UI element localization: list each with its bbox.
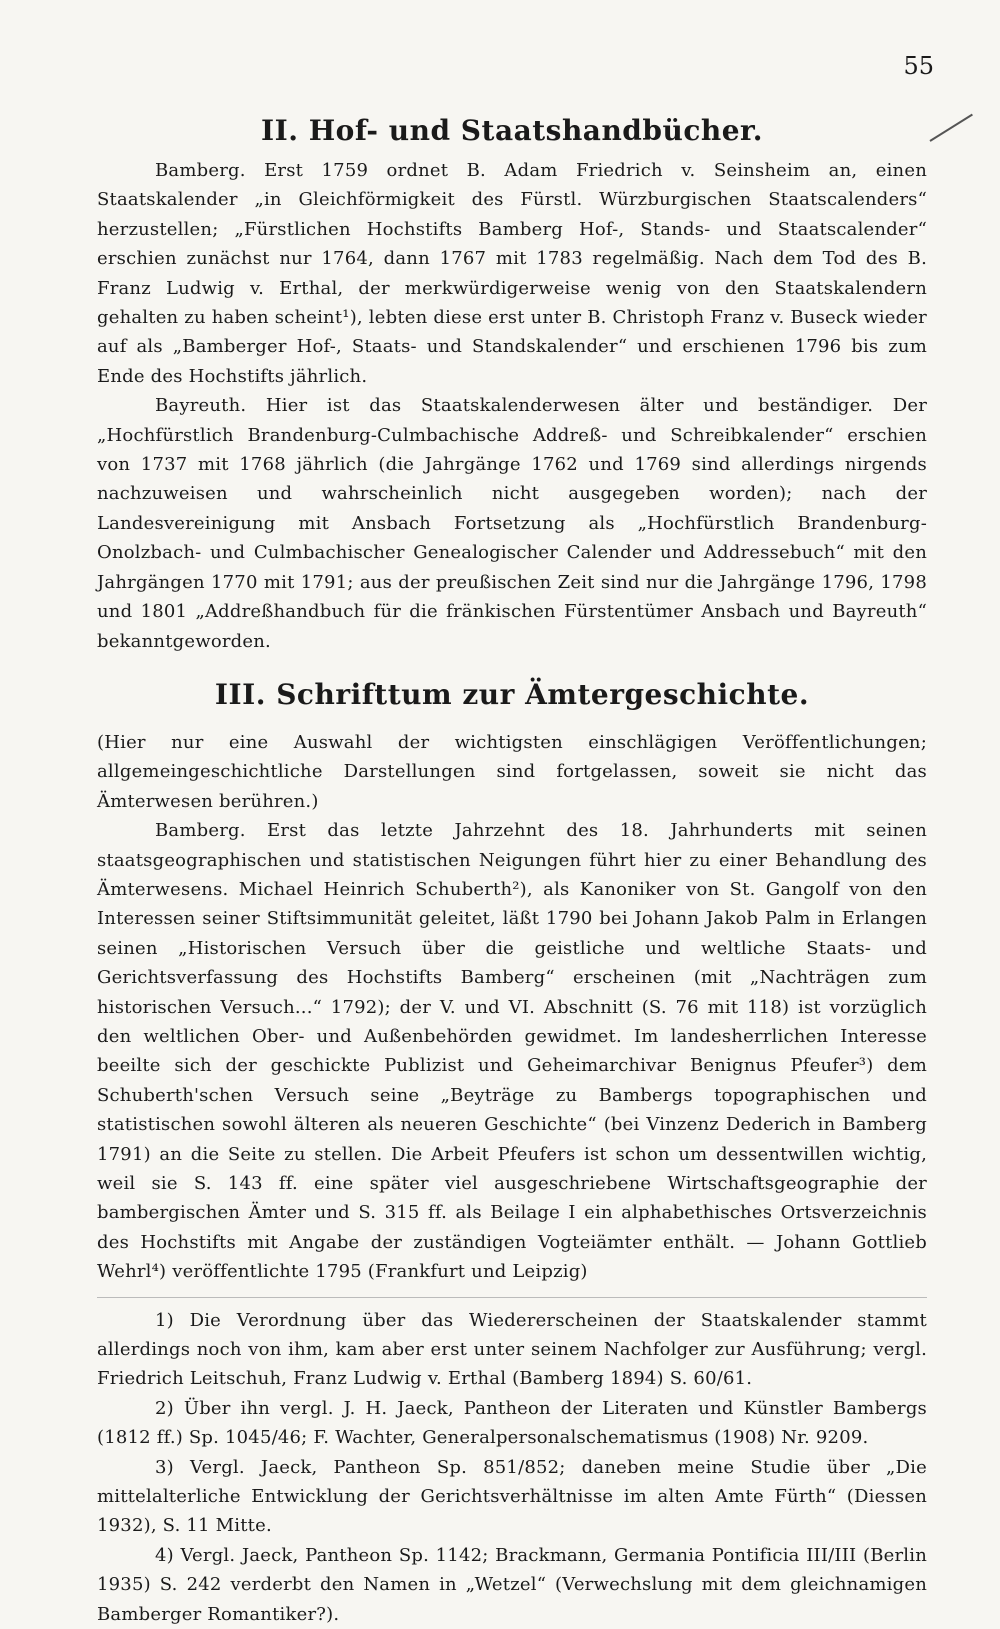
- section-note: (Hier nur eine Auswahl der wichtigsten einschlägigen Veröffentlichungen; allgemeingeschichtliche Darstellungen sind fortgelassen, soweit sie nicht das Ämterwesen berühren.): [97, 731, 927, 812]
- footnote-1: 1) Die Verordnung über das Wiedererscheinen der Staatskalender stammt allerdings noch von ihm, kam aber erst unter seinem Nachfolger zur Ausführung; vergl. Friedrich Leitschuh, Franz Ludwig v. Erthal (Bamberg 1894) S. 60/61.: [97, 1309, 927, 1390]
- page-content: [97, 112, 927, 1629]
- paragraph-bamberg-schrifttum: Bamberg. Erst das letzte Jahrzehnt des 18. Jahrhunderts mit seinen staatsgeographischen und statistischen Neigungen führt hier zu einer Behandlung des Ämterwesens. Michael Heinrich Schuberth²), als Kanoniker von St. Gangolf von den Interessen seiner Stiftsimmunität geleitet, läßt 1790 bei Johann Jakob Palm in Erlangen seinen „Historischen Versuch über die geistliche und weltliche Staats- und Gerichtsverfassung des Hochstifts Bamberg“ erscheinen (mit „Nachträgen zum historischen Versuch...“ 1792); der V. und VI. Abschnitt (S. 76 mit 118) ist vorzüglich den weltlichen Ober- und Außenbehörden gewidmet. Im landesherrlichen Interesse beeilte sich der geschickte Publizist und Geheimarchivar Benignus Pfeufer³) dem Schuberth'schen Versuch seine „Beyträge zu Bambergs topographischen und statistischen sowohl älteren als neueren Geschichte“ (bei Vinzenz Dederich in Bamberg 1791) an die Seite zu stellen. Die Arbeit Pfeufers ist schon um dessentwillen wichtig, weil sie S. 143 ff. eine später viel ausgeschriebene Wirtschaftsgeographie der bambergischen Ämter und S. 315 ff. als Beilage I ein alphabethisches Ortsverzeichnis des Hochstifts mit Angabe der zuständigen Vogteiämter enthält. — Johann Gottlieb Wehrl⁴) veröffentlichte 1795 (Frankfurt und Leipzig): [97, 820, 927, 1283]
- footnote-4: 4) Vergl. Jaeck, Pantheon Sp. 1142; Brackmann, Germania Pontificia III/III (Berlin 1935) S. 242 verderbt den Namen in „Wetzel“ (Verwechslung mit dem gleichnamigen Bamberger Romantiker?).: [97, 1544, 927, 1625]
- page-number: 55: [903, 52, 934, 80]
- section-heading-hof-und-staatshandbuecher: II. Hof- und Staatshandbücher.: [261, 114, 763, 147]
- footnote-3: 3) Vergl. Jaeck, Pantheon Sp. 851/852; daneben meine Studie über „Die mittelalterliche Entwicklung der Gerichtsverhältnisse im alten Amte Fürth“ (Diessen 1932), S. 11 Mitte.: [97, 1456, 927, 1537]
- paragraph-bayreuth-staatskalender: Bayreuth. Hier ist das Staatskalenderwesen älter und beständiger. Der „Hochfürstlich Brandenburg-Culmbachische Addreß- und Schreibkalender“ erschien von 1737 mit 1768 jährlich (die Jahrgänge 1762 und 1769 sind allerdings nirgends nachzuweisen und wahrscheinlich nicht ausgegeben worden); nach der Landesvereinigung mit Ansbach Fortsetzung als „Hochfürstlich Brandenburg-Onolzbach- und Culmbachischer Genealogischer Calender und Addressebuch“ mit den Jahrgängen 1770 mit 1791; aus der preußischen Zeit sind nur die Jahrgänge 1796, 1798 und 1801 „Addreßhandbuch für die fränkischen Fürstentümer Ansbach und Bayreuth“ bekanntgeworden.: [97, 395, 927, 652]
- footnote-2: 2) Über ihn vergl. J. H. Jaeck, Pantheon der Literaten und Künstler Bambergs (1812 ff.) Sp. 1045/46; F. Wachter, Generalpersonalschematismus (1908) Nr. 9209.: [97, 1397, 927, 1449]
- paragraph-bamberg-staatskalender: Bamberg. Erst 1759 ordnet B. Adam Friedrich v. Seinsheim an, einen Staatskalender „in Gleichförmigkeit des Fürstl. Würzburgischen Staatscalenders“ herzustellen; „Fürstlichen Hochstifts Bamberg Hof-, Stands- und Staatscalender“ erschien zunächst nur 1764, dann 1767 mit 1783 regelmäßig. Nach dem Tod des B. Franz Ludwig v. Erthal, der merkwürdigerweise wenig von den Staatskalendern gehalten zu haben scheint¹), lebten diese erst unter B. Christoph Franz v. Buseck wieder auf als „Bamberger Hof-, Staats- und Standskalender“ und erschienen 1796 bis zum Ende des Hochstifts jährlich.: [97, 160, 927, 387]
- section-heading-schrifttum: III. Schrifttum zur Ämtergeschichte.: [214, 677, 810, 711]
- footnotes: [97, 1297, 927, 1629]
- margin-pencil-mark: [929, 114, 972, 142]
